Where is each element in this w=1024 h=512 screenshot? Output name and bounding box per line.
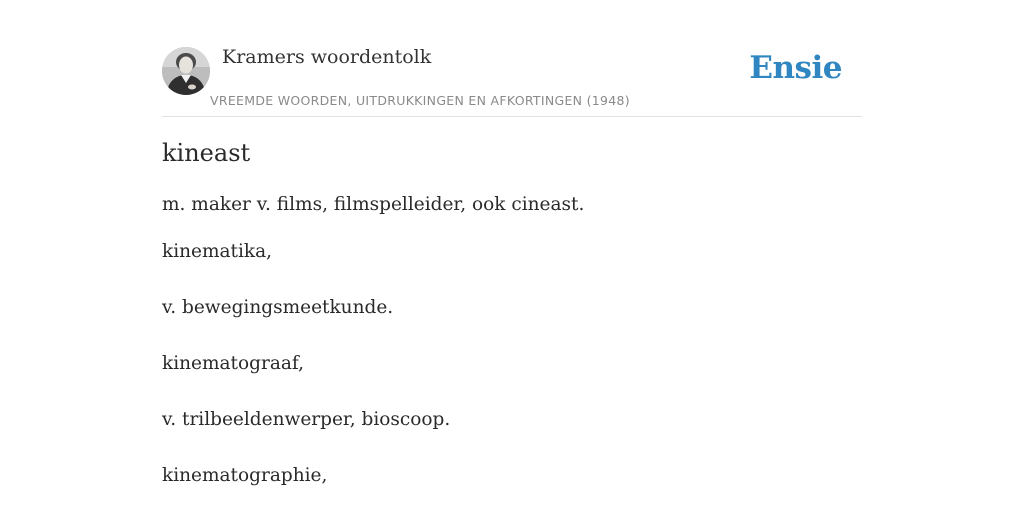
related-line: kinematograaf, xyxy=(162,353,304,374)
entry-headword: kineast xyxy=(162,139,251,167)
related-line: kinematika, xyxy=(162,241,273,262)
related-line: kinematographie, xyxy=(162,465,328,486)
ensie-logo-link[interactable]: Ensie xyxy=(749,50,842,86)
dictionary-subtitle: VREEMDE WOORDEN, UITDRUKKINGEN EN AFKORTINGEN (1948) xyxy=(210,93,630,108)
related-line: v. bewegingsmeetkunde. xyxy=(162,297,394,318)
entry-definition: m. maker v. films, filmspelleider, ook cineast. xyxy=(162,194,585,215)
dictionary-title[interactable]: Kramers woordentolk xyxy=(222,46,432,68)
page-container xyxy=(162,0,862,512)
portrait-image xyxy=(162,47,210,95)
related-line: v. trilbeeldenwerper, bioscoop. xyxy=(162,409,451,430)
dictionary-header xyxy=(162,0,862,117)
author-portrait-avatar xyxy=(162,47,210,95)
